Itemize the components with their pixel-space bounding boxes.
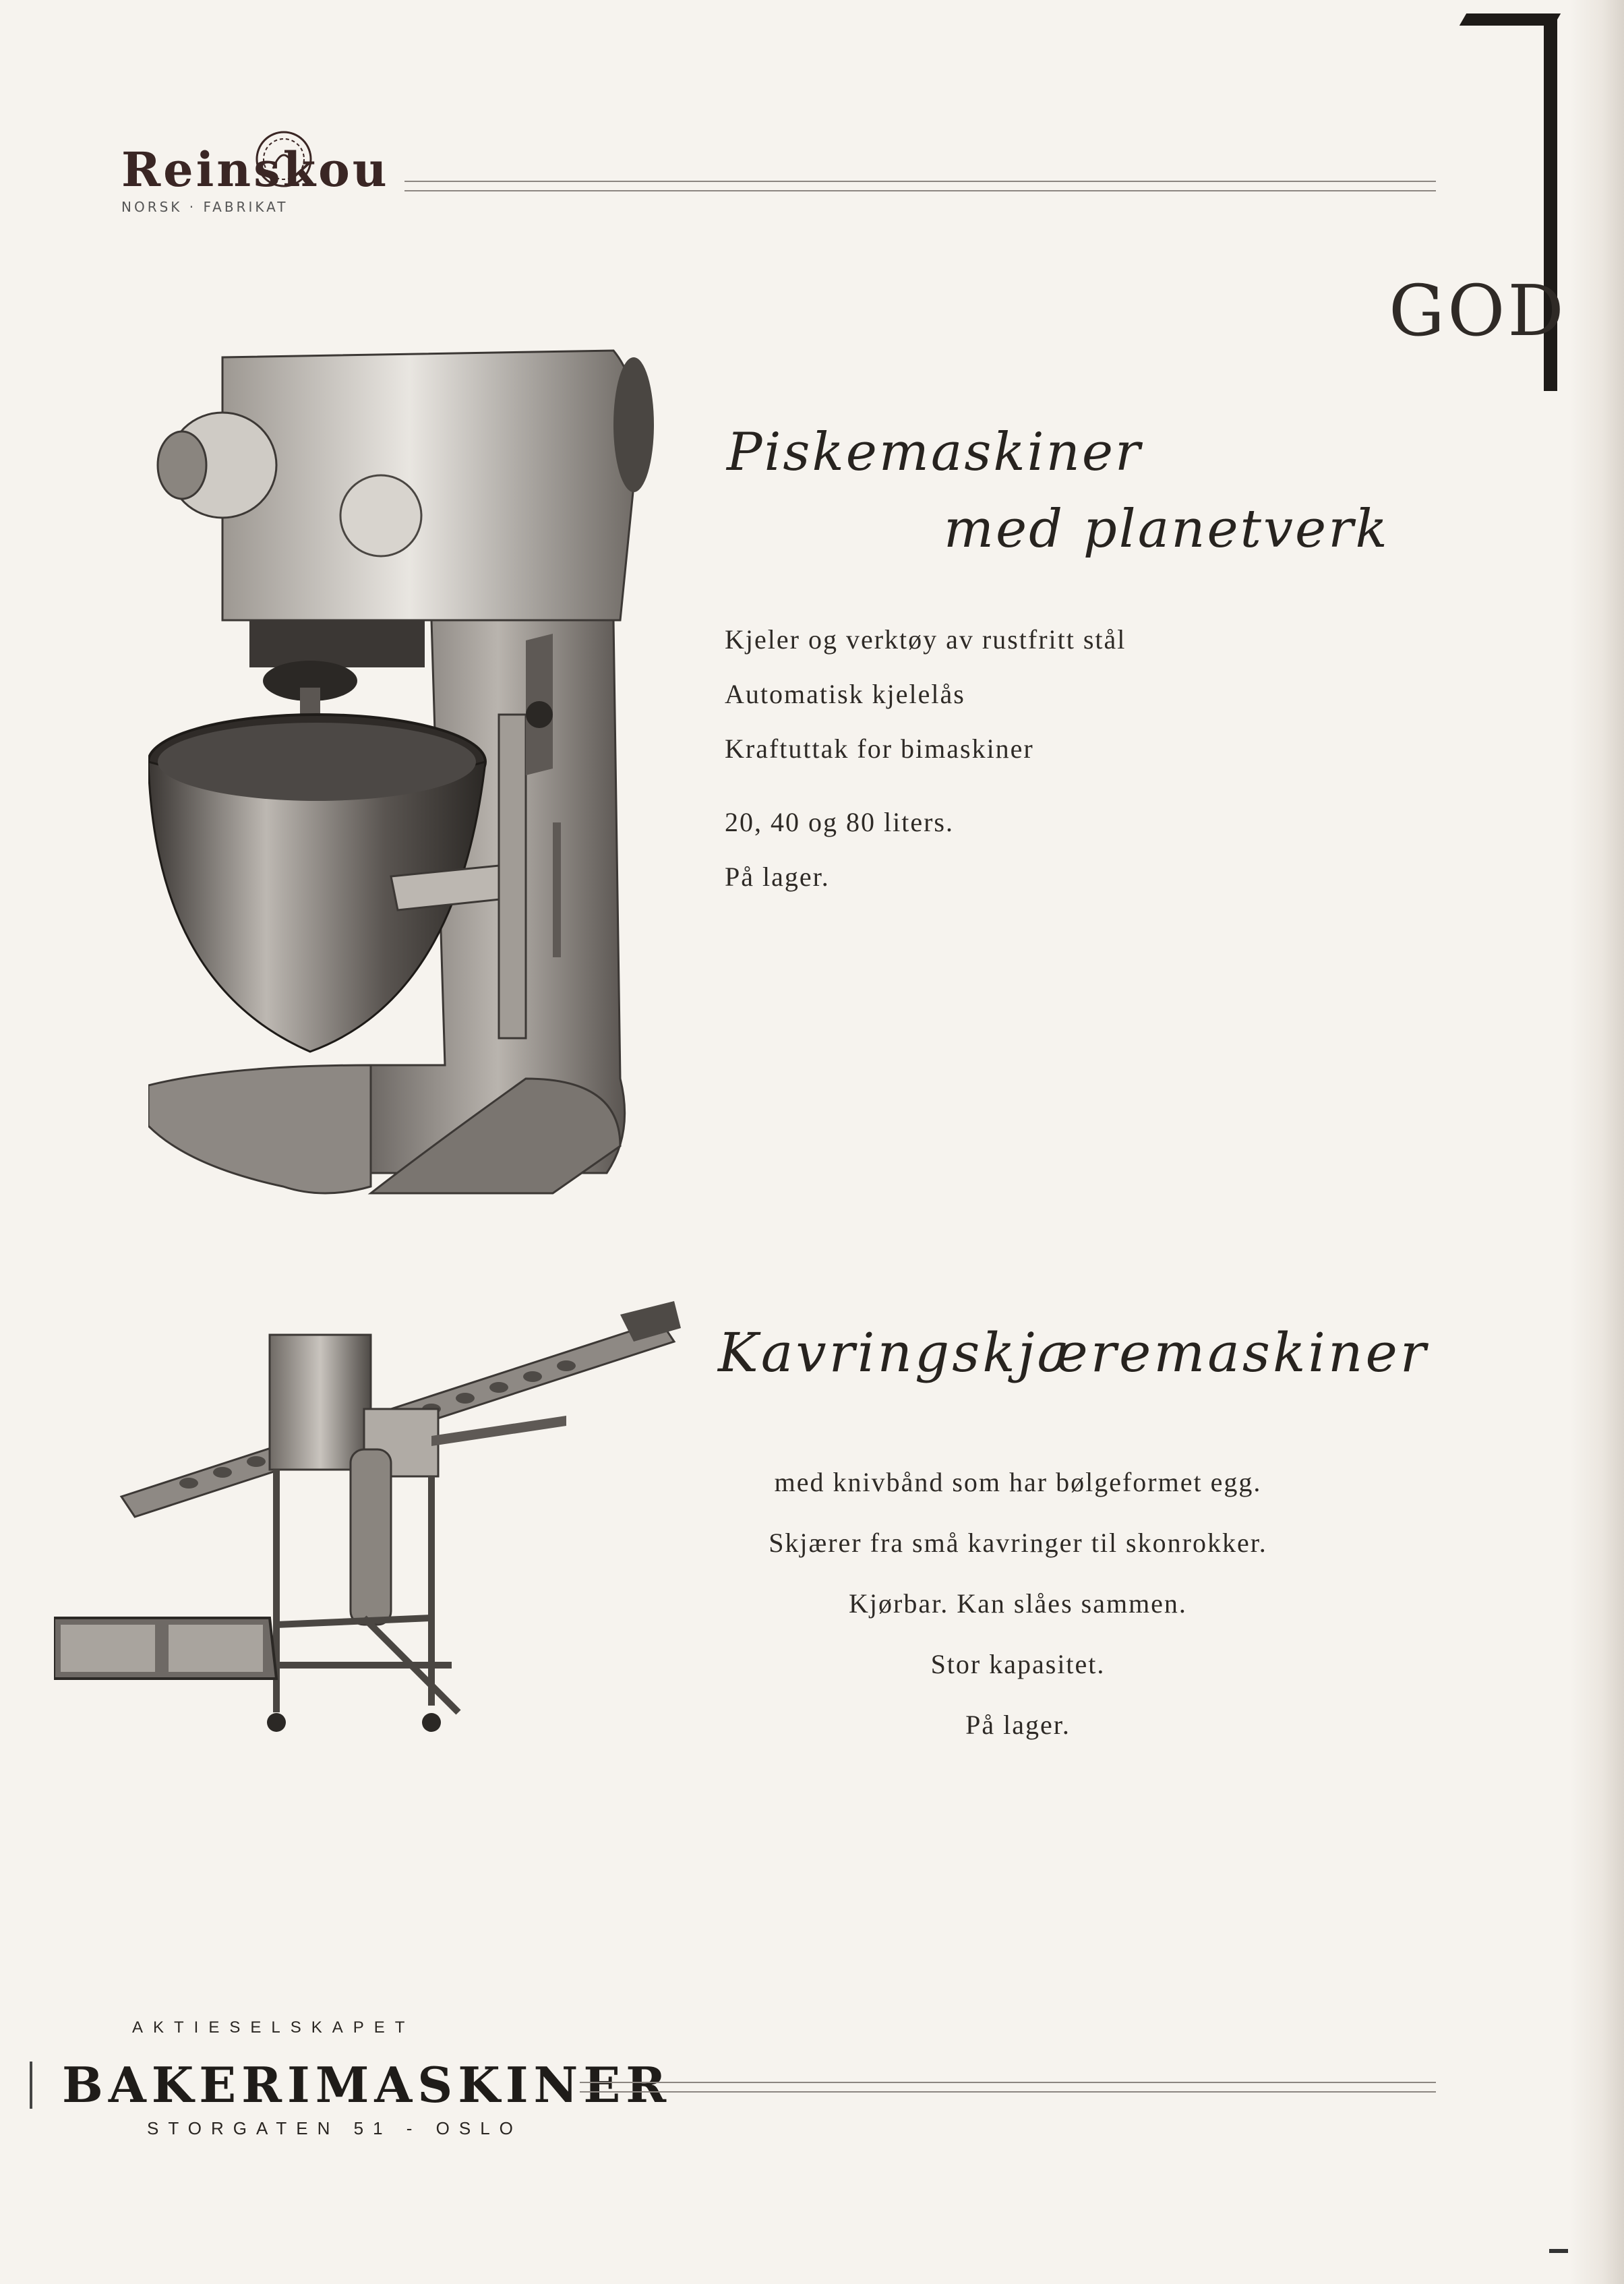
description-line: Skjærer fra små kavringer til skonrokker. — [769, 1528, 1267, 1558]
brand-tagline: NORSK · FABRIKAT — [121, 199, 289, 215]
brand-badge-icon — [253, 128, 315, 190]
company-type: AKTIESELSKAPET — [132, 2018, 415, 2037]
section2-title: Kavringskjæremaskiner — [718, 1321, 1429, 1384]
section1-title-line1: Piskemaskiner — [727, 422, 1143, 483]
description-line: Kjørbar. Kan slåes sammen. — [849, 1588, 1187, 1619]
description-line: med knivbånd som har bølgeformet egg. — [774, 1467, 1262, 1497]
stock-line: På lager. — [965, 1710, 1071, 1740]
company-address: STORGATEN 51 - OSLO — [147, 2118, 522, 2138]
page-edge-shadow — [1570, 0, 1624, 2284]
capacity-line: 20, 40 og 80 liters. — [725, 807, 954, 837]
margin-mark — [30, 2062, 32, 2109]
feature-line: Kjeler og verktøy av rustfritt stål — [725, 624, 1126, 655]
slicer-illustration — [54, 1301, 688, 1746]
corner-word: GOD — [1389, 270, 1567, 352]
footer-rule — [580, 2082, 1436, 2093]
corner-mark — [1549, 2249, 1568, 2253]
company-name: BAKERIMASKINER — [62, 2056, 672, 2113]
header-rule — [404, 181, 1436, 191]
description-line: Stor kapasitet. — [930, 1649, 1106, 1679]
stock-line: På lager. — [725, 862, 830, 892]
section1-title-line2: med planetverk — [944, 499, 1389, 560]
brand-name: Reinskou — [121, 142, 390, 198]
feature-line: Automatisk kjelelås — [725, 679, 965, 709]
feature-line: Kraftuttak for bimaskiner — [725, 733, 1034, 764]
mixer-illustration — [148, 337, 661, 1227]
brand-logo — [121, 121, 391, 229]
